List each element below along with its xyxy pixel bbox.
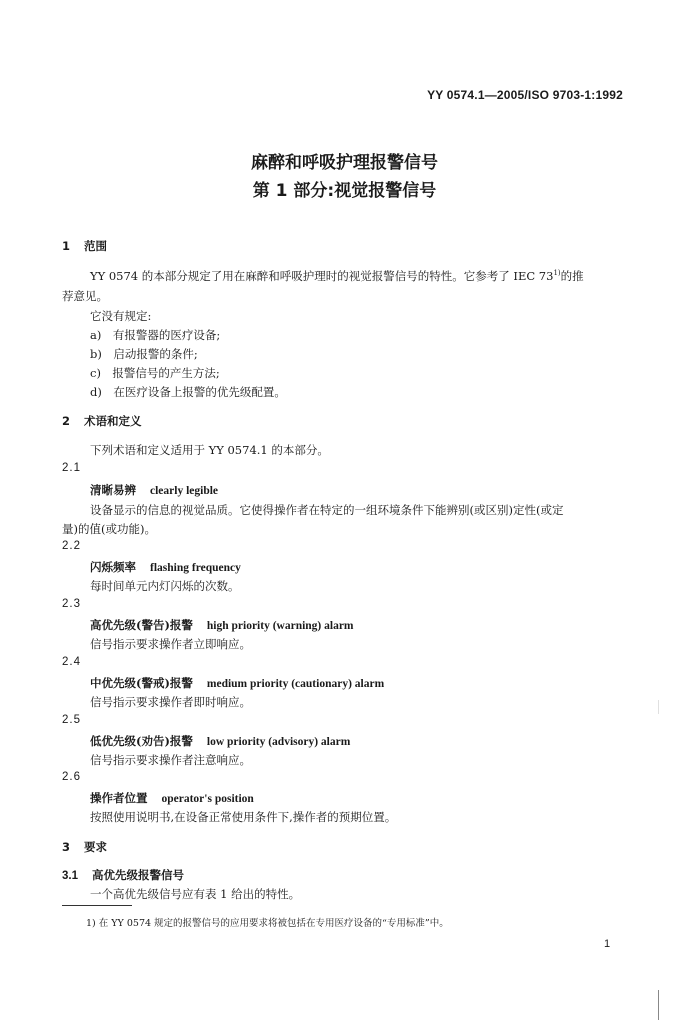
term-en: clearly legible: [150, 485, 219, 497]
subsection-3-1-heading: [62, 867, 184, 883]
subsection-number: 3.1: [62, 870, 78, 882]
term-definition: 信号指示要求操作者即时响应。: [90, 695, 251, 709]
terms-intro: 下列术语和定义适用于 YY 0574.1 的本部分。: [90, 443, 329, 457]
section-1-heading: [62, 238, 107, 254]
term-title: [90, 733, 350, 749]
list-item: b) 启动报警的条件;: [90, 347, 198, 361]
subsection-text: 一个高优先级信号应有表 1 给出的特性。: [90, 887, 301, 901]
section-number: 2: [62, 414, 71, 428]
page-title-line1: 麻醉和呼吸护理报警信号: [251, 153, 438, 173]
scope-paragraph-line1: [90, 268, 584, 284]
term-number: 2.5: [62, 714, 81, 726]
term-title: [90, 482, 218, 498]
section-title: 范围: [84, 239, 107, 253]
footnote-ref: 1): [553, 269, 561, 278]
term-definition: 信号指示要求操作者立即响应。: [90, 637, 251, 651]
term-title: [90, 790, 254, 806]
term-en: medium priority (cautionary) alarm: [206, 678, 385, 690]
term-zh: 中优先级(警戒)报警: [90, 676, 193, 690]
term-number: 2.4: [62, 656, 81, 668]
list-item: d) 在医疗设备上报警的优先级配置。: [90, 385, 286, 399]
term-zh: 低优先级(劝告)报警: [90, 734, 193, 748]
section-title: 要求: [84, 840, 107, 854]
term-definition: 按照使用说明书,在设备正常使用条件下,操作者的预期位置。: [90, 810, 397, 824]
term-title: [90, 559, 241, 575]
term-definition-cont: 量)的值(或功能)。: [62, 522, 156, 536]
term-definition: 每时间单元内灯闪烁的次数。: [90, 579, 240, 593]
term-zh: 清晰易辨: [90, 483, 136, 497]
term-number: 2.2: [62, 540, 81, 552]
term-en: flashing frequency: [150, 562, 241, 574]
section-3-heading: [62, 839, 107, 855]
term-zh: 闪烁频率: [90, 560, 136, 574]
page-number: 1: [604, 938, 611, 950]
term-definition: 设备显示的信息的视觉品质。它使得操作者在特定的一组环境条件下能辨别(或区别)定性(或定: [90, 503, 564, 517]
footnote-divider: [62, 905, 132, 906]
scope-text-end: 的推: [560, 269, 584, 283]
footnote: 1) 在 YY 0574 规定的报警信号的应用要求将被包括在专用医疗设备的“专用标准”中。: [86, 918, 449, 929]
page-title-line2: 第 1 部分:视觉报警信号: [252, 181, 437, 201]
term-title: [90, 675, 384, 691]
standard-header: YY 0574.1—2005/ISO 9703-1:1992: [427, 88, 623, 102]
term-en: high priority (warning) alarm: [206, 620, 354, 632]
section-number: 3: [62, 840, 71, 854]
scope-not-specified: 它没有规定:: [90, 309, 152, 323]
section-number: 1: [62, 239, 71, 253]
subsection-title: 高优先级报警信号: [92, 868, 184, 882]
term-title: [90, 617, 354, 633]
scope-text: YY 0574 的本部分规定了用在麻醉和呼吸护理时的视觉报警信号的特性。它参考了 IEC 73: [90, 269, 554, 283]
term-number: 2.1: [62, 462, 81, 474]
section-2-heading: [62, 413, 142, 429]
term-zh: 高优先级(警告)报警: [90, 618, 193, 632]
scan-edge-mark: [658, 990, 659, 1020]
section-title: 术语和定义: [84, 414, 142, 428]
term-zh: 操作者位置: [90, 791, 148, 805]
scope-paragraph-line2: 荐意见。: [62, 289, 108, 303]
term-definition: 信号指示要求操作者注意响应。: [90, 753, 251, 767]
term-en: low priority (advisory) alarm: [206, 736, 351, 748]
term-number: 2.6: [62, 771, 81, 783]
term-number: 2.3: [62, 598, 81, 610]
list-item: c) 报警信号的产生方法;: [90, 366, 220, 380]
list-item: a) 有报警器的医疗设备;: [90, 328, 221, 342]
term-en: operator's position: [161, 793, 254, 805]
scan-edge-mark: [658, 700, 659, 714]
